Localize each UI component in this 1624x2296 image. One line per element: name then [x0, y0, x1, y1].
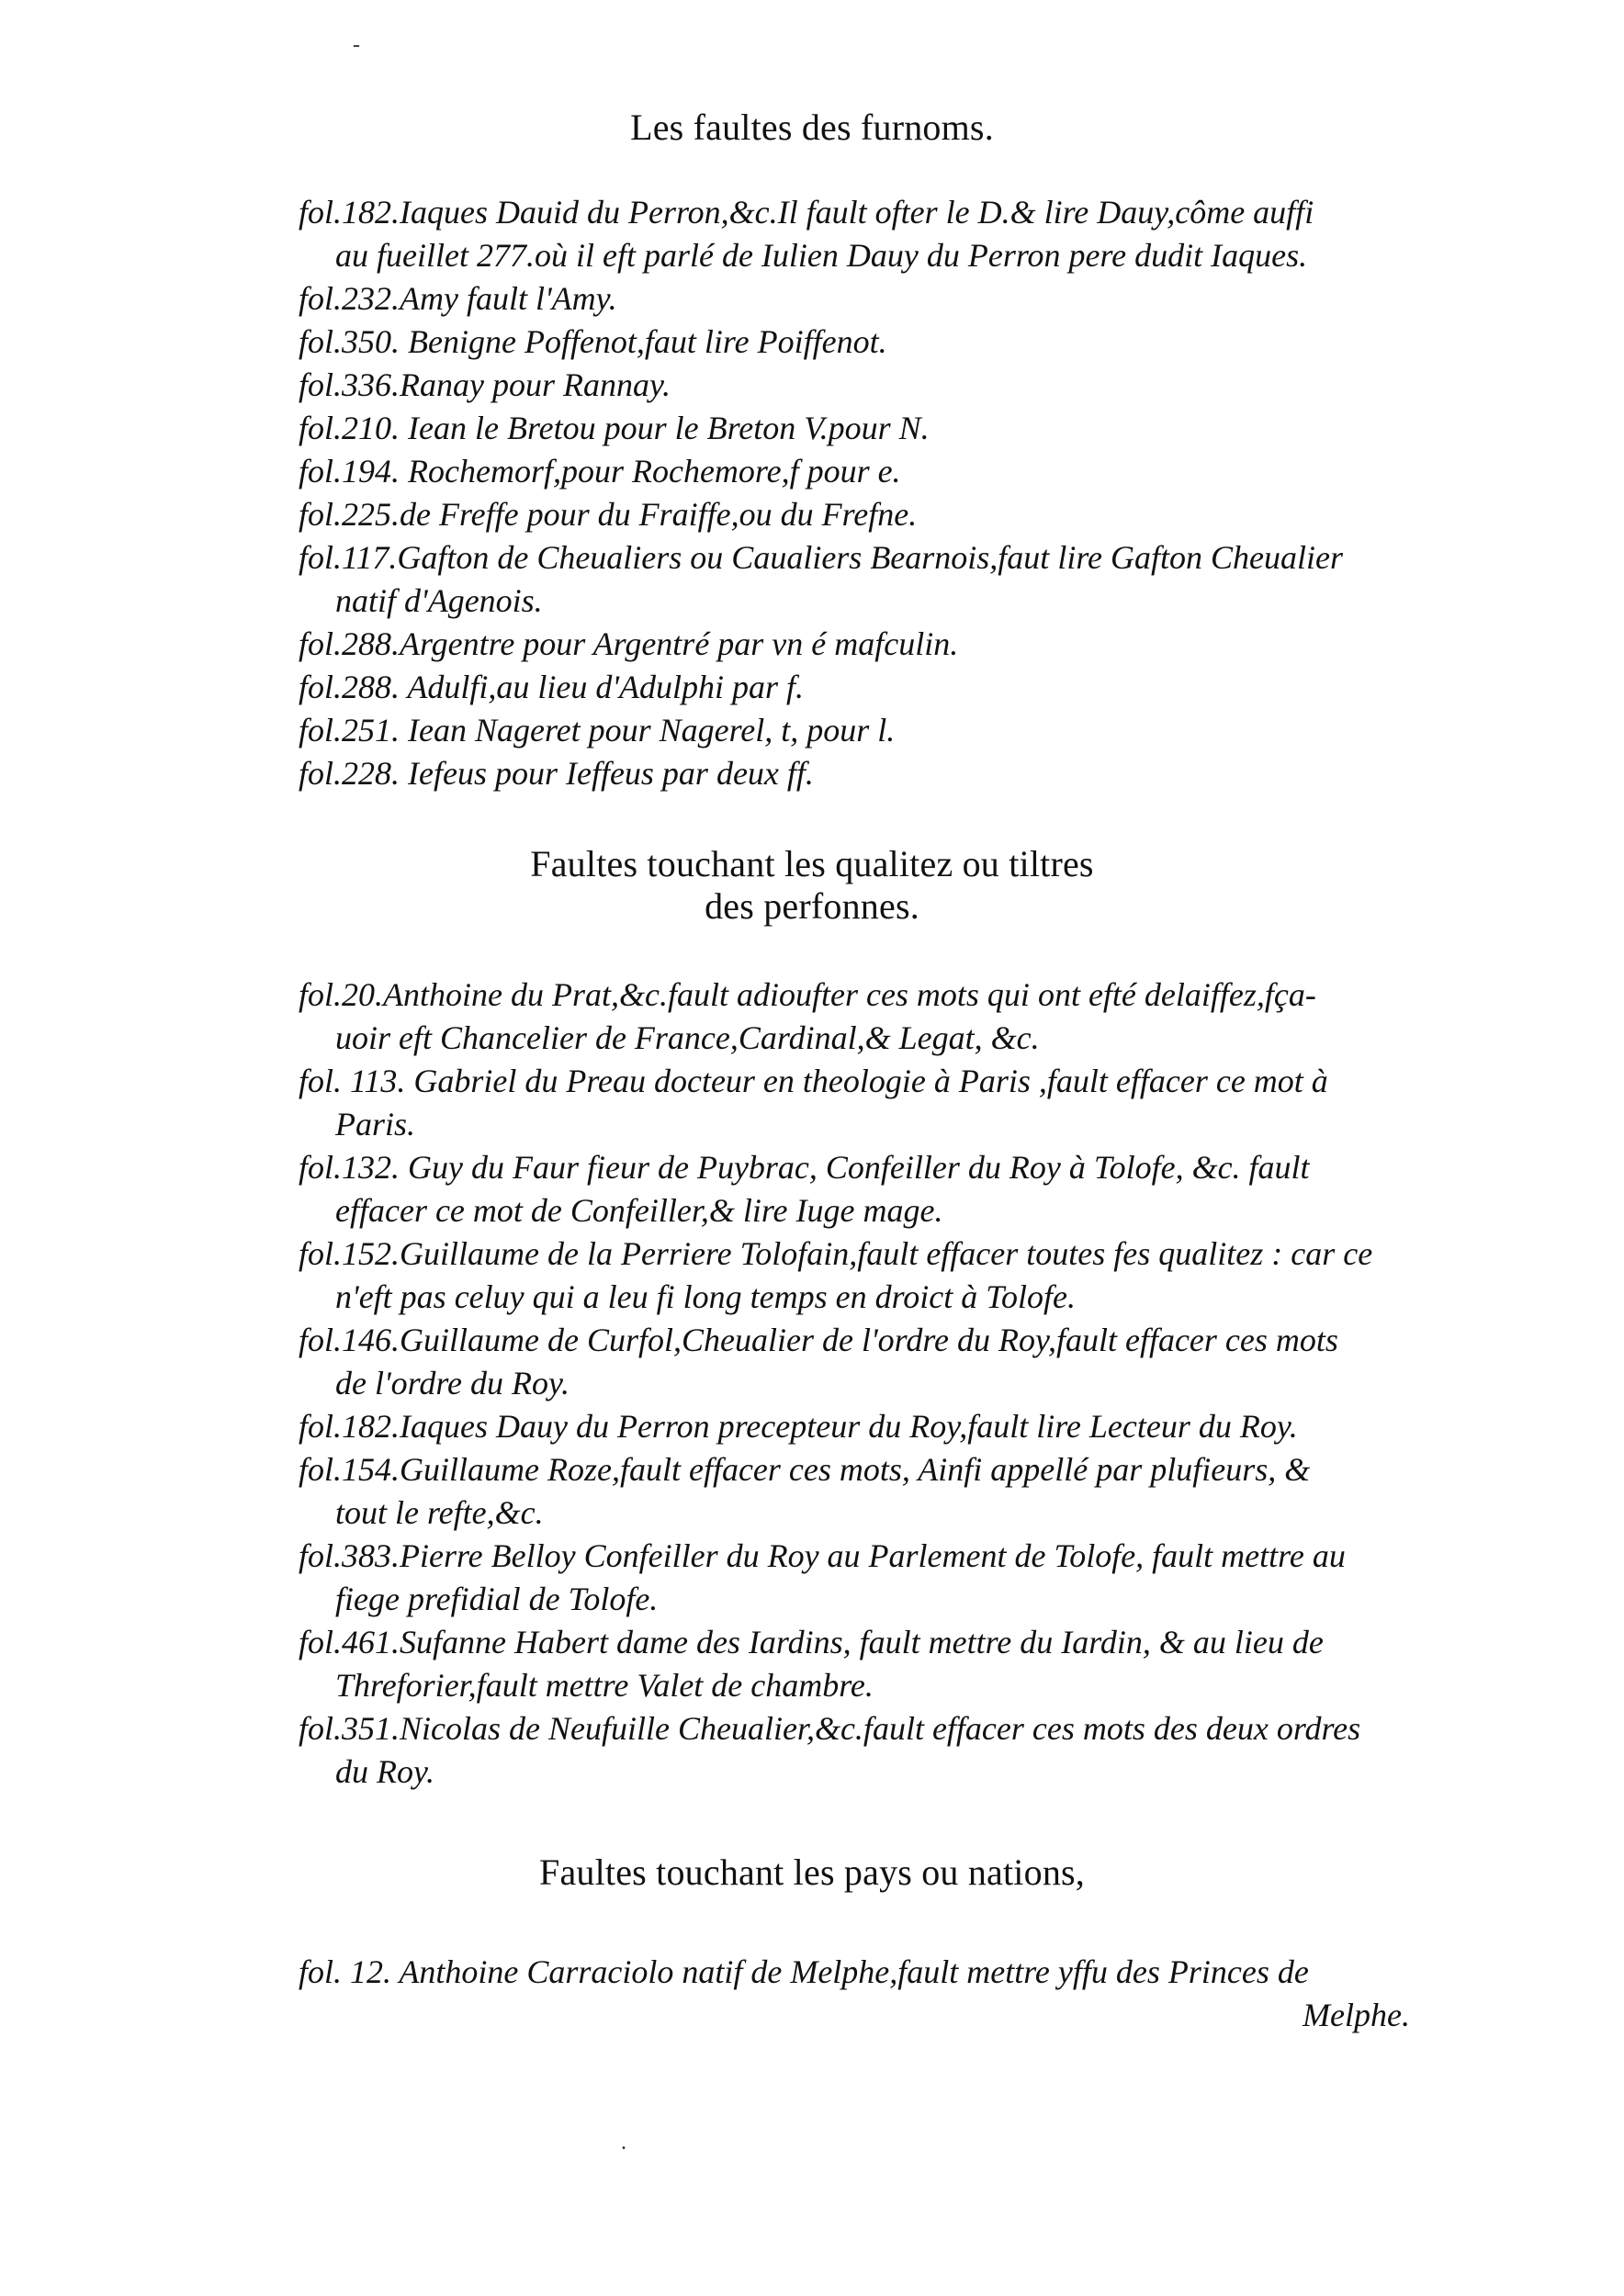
entry-line: fol.336.Ranay pour Rannay. [299, 366, 671, 403]
entry-line: fol.288.Argentre pour Argentré par vn é mafculin. [299, 625, 959, 662]
entry-nation-1 [299, 1951, 1410, 2037]
entry-line: fol. 12. Anthoine Carraciolo natif de Melphe,fault mettre yffu des Princes de [299, 1953, 1309, 1990]
entry-line: fol.351.Nicolas de Neufuille Cheualier,&c.fault effacer ces mots des deux ordres [299, 1710, 1361, 1747]
entry-surname-12 [299, 752, 1410, 795]
entry-line: Paris. [335, 1106, 416, 1142]
entry-surname-9 [299, 623, 1410, 666]
entry-line: fol.461.Sufanne Habert dame des Iardins, fault mettre du Iardin, & au lieu de [299, 1624, 1324, 1660]
entry-line: fol. 113. Gabriel du Preau docteur en theologie à Paris ,fault effacer ce mot à [299, 1063, 1328, 1099]
entry-quality-8 [299, 1535, 1410, 1621]
entry-line: fol.182.Iaques Dauid du Perron,&c.Il fault ofter le D.& lire Dauy,côme auffi [299, 194, 1314, 231]
entry-line: fiege prefidial de Tolofe. [335, 1581, 659, 1617]
entry-line: natif d'Agenois. [335, 582, 543, 619]
entry-line: fol.146.Guillaume de Curfol,Cheualier de l'ordre du Roy,fault effacer ces mots [299, 1322, 1338, 1358]
entry-line: fol.132. Guy du Faur fieur de Puybrac, Confeiller du Roy à Tolofe, &c. fault [299, 1149, 1310, 1186]
entry-quality-2 [299, 1060, 1410, 1146]
entry-line: tout le refte,&c. [335, 1494, 544, 1531]
entry-line: fol.182.Iaques Dauy du Perron precepteur du Roy,fault lire Lecteur du Roy. [299, 1408, 1298, 1445]
entry-line: n'eft pas celuy qui a leu fi long temps en droict à Tolofe. [335, 1278, 1076, 1315]
entry-line: uoir eft Chancelier de France,Cardinal,& Legat, &c. [335, 1019, 1040, 1056]
entry-line: de l'ordre du Roy. [335, 1365, 570, 1401]
entry-line: fol.20.Anthoine du Prat,&c.fault adioufter ces mots qui ont efté delaiffez,fça- [299, 976, 1316, 1013]
entry-surname-7 [299, 493, 1410, 536]
entry-quality-7 [299, 1448, 1410, 1535]
entry-line: fol.350. Benigne Poffenot,faut lire Poiffenot. [299, 323, 887, 360]
entry-line: Threforier,fault mettre Valet de chambre. [335, 1667, 874, 1704]
entry-quality-9 [299, 1621, 1410, 1707]
entry-line: du Roy. [335, 1753, 434, 1790]
entry-quality-4 [299, 1232, 1410, 1319]
entry-surname-3 [299, 321, 1410, 364]
section-title-qualities-line2: des perfonnes. [705, 885, 919, 927]
entry-quality-1 [299, 974, 1410, 1060]
entry-surname-4 [299, 364, 1410, 407]
entry-quality-10 [299, 1707, 1410, 1794]
entry-line: fol.194. Rochemorf,pour Rochemore,f pour e. [299, 453, 901, 490]
entry-line: fol.154.Guillaume Roze,fault effacer ces mots, Ainfi appellé par plufieurs, & [299, 1451, 1311, 1488]
entry-line: fol.232.Amy fault l'Amy. [299, 280, 617, 317]
entry-line: fol.117.Gafton de Cheualiers ou Caualiers Bearnois,faut lire Gafton Cheualier [299, 539, 1343, 576]
entry-line: fol.152.Guillaume de la Perriere Tolofain,fault effacer toutes fes qualitez : car ce [299, 1235, 1373, 1272]
section-title-qualities: Faultes touchant les qualitez ou tiltres [530, 843, 1094, 884]
bottom-center-mark: . [621, 2131, 626, 2155]
entry-surname-6 [299, 450, 1410, 493]
entry-surname-8 [299, 536, 1410, 623]
entry-surname-2 [299, 277, 1410, 321]
entry-quality-6 [299, 1405, 1410, 1448]
entry-line: fol.225.de Freffe pour du Fraiffe,ou du Frefne. [299, 496, 918, 533]
entry-quality-3 [299, 1146, 1410, 1232]
entry-surname-10 [299, 666, 1410, 709]
section-title-nations: Faultes touchant les pays ou nations, [539, 1851, 1085, 1893]
entry-line: fol.251. Iean Nageret pour Nagerel, t, pour l. [299, 712, 896, 748]
entry-surname-5 [299, 407, 1410, 450]
top-left-mark: - [353, 33, 360, 57]
entry-line: fol.228. Iefeus pour Ieffeus par deux ff. [299, 755, 814, 792]
entry-line: Melphe. [1303, 1997, 1410, 2033]
entry-line: fol.210. Iean le Bretou pour le Breton V.pour N. [299, 410, 930, 446]
entry-line: fol.383.Pierre Belloy Confeiller du Roy au Parlement de Tolofe, fault mettre au [299, 1537, 1346, 1574]
entry-line: au fueillet 277.où il eft parlé de Iulien Dauy du Perron pere dudit Iaques. [335, 237, 1308, 274]
entry-quality-5 [299, 1319, 1410, 1405]
entry-line: effacer ce mot de Confeiller,& lire Iuge mage. [335, 1192, 943, 1229]
entry-surname-1 [299, 191, 1410, 277]
section-title-surnames: Les faultes des furnoms. [630, 107, 994, 148]
entry-surname-11 [299, 709, 1410, 752]
entry-line: fol.288. Adulfi,au lieu d'Adulphi par f. [299, 669, 805, 705]
